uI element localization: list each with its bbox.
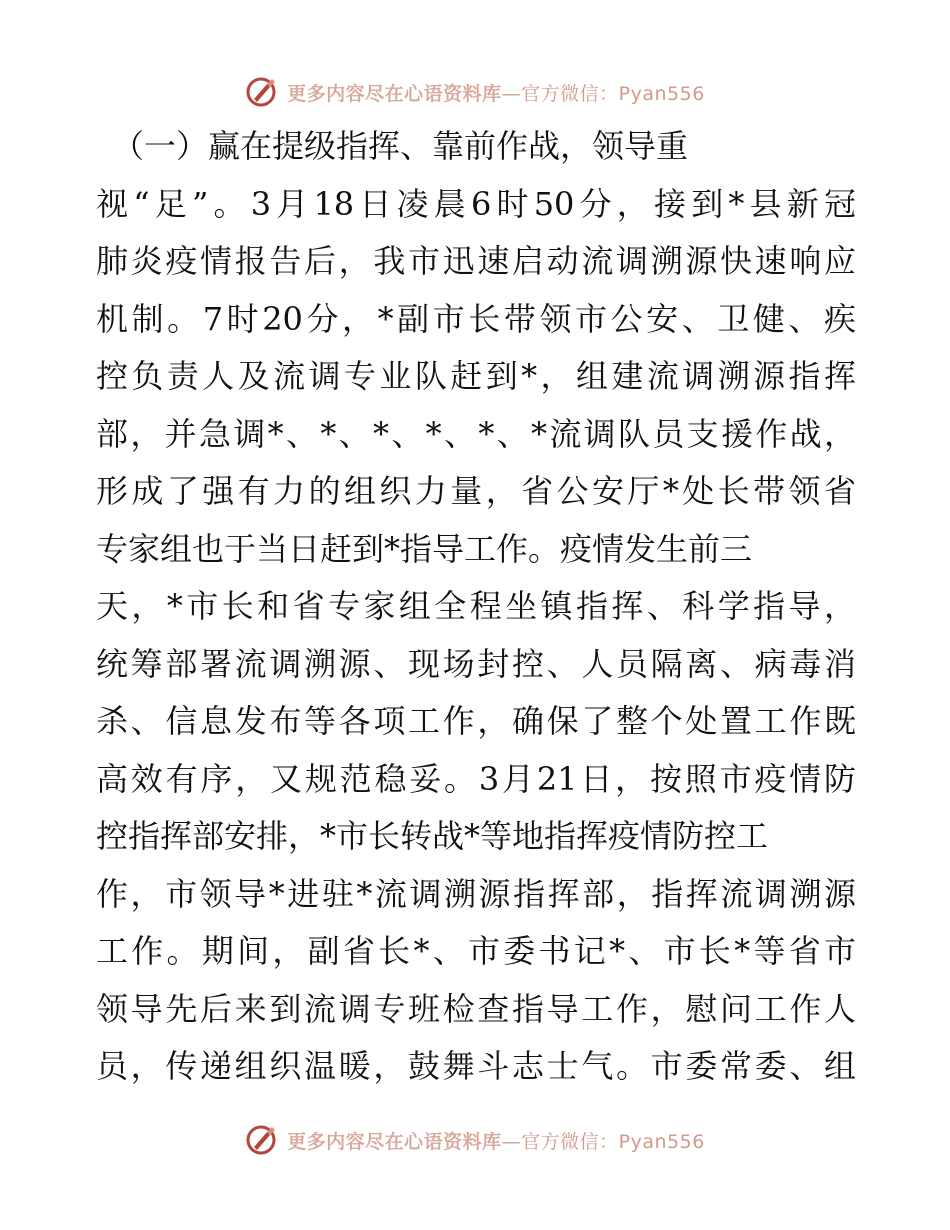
text-line: 作，市领导*进驻*流调溯源指挥部，指挥流调溯源 — [96, 874, 856, 913]
watermark-main-text: 更多内容尽在心语资料库 — [287, 1130, 502, 1153]
text-line: 工作。期间，副省长*、市委书记*、市长*等省市 — [96, 932, 856, 970]
text-line: 专家组也于当日赶到*指导工作。疫情发生前三 — [96, 529, 753, 568]
watermark-top — [0, 72, 950, 112]
text-line: （一）赢在提级指挥、靠前作战，领导重 — [112, 127, 689, 165]
watermark-wechat-text: 官方微信：Pyan556 — [521, 82, 705, 105]
text-line: 形成了强有力的组织力量，省公安厅*处长带领省 — [96, 472, 856, 510]
logo-icon — [245, 1123, 279, 1157]
logo-icon — [245, 75, 279, 109]
watermark-separator: — — [501, 1130, 522, 1153]
text-line: 控负责人及流调专业队赶到*，组建流调溯源指挥 — [96, 357, 856, 395]
document-body — [96, 118, 856, 1096]
text-line: 杀、信息发布等各项工作，确保了整个处置工作既 — [96, 702, 856, 740]
text-line: 控指挥部安排，*市长转战*等地指挥疫情防控工 — [96, 817, 769, 855]
watermark-bottom — [0, 1120, 950, 1160]
text-line: 视“足”。3月18日凌晨6时50分，接到*县新冠 — [96, 184, 856, 223]
text-line: 员，传递组织温暖，鼓舞斗志士气。市委常委、组 — [96, 1047, 856, 1085]
text-line: 天，*市长和省专家组全程坐镇指挥、科学指导， — [96, 587, 856, 625]
text-line: 机制。7时20分，*副市长带领市公安、卫健、疾 — [96, 299, 856, 338]
watermark-separator: — — [501, 82, 522, 105]
text-line: 肺炎疫情报告后，我市迅速启动流调溯源快速响应 — [96, 242, 856, 280]
text-line: 部，并急调*、*、*、*、*、*流调队员支援作战， — [96, 414, 856, 453]
text-line: 高效有序，又规范稳妥。3月21日，按照市疫情防 — [96, 759, 856, 798]
text-line: 领导先后来到流调专班检查指导工作，慰问工作人 — [96, 989, 856, 1028]
watermark-wechat-text: 官方微信：Pyan556 — [521, 1130, 705, 1153]
text-line: 统筹部署流调溯源、现场封控、人员隔离、病毒消 — [96, 644, 856, 683]
watermark-main-text: 更多内容尽在心语资料库 — [287, 82, 502, 105]
